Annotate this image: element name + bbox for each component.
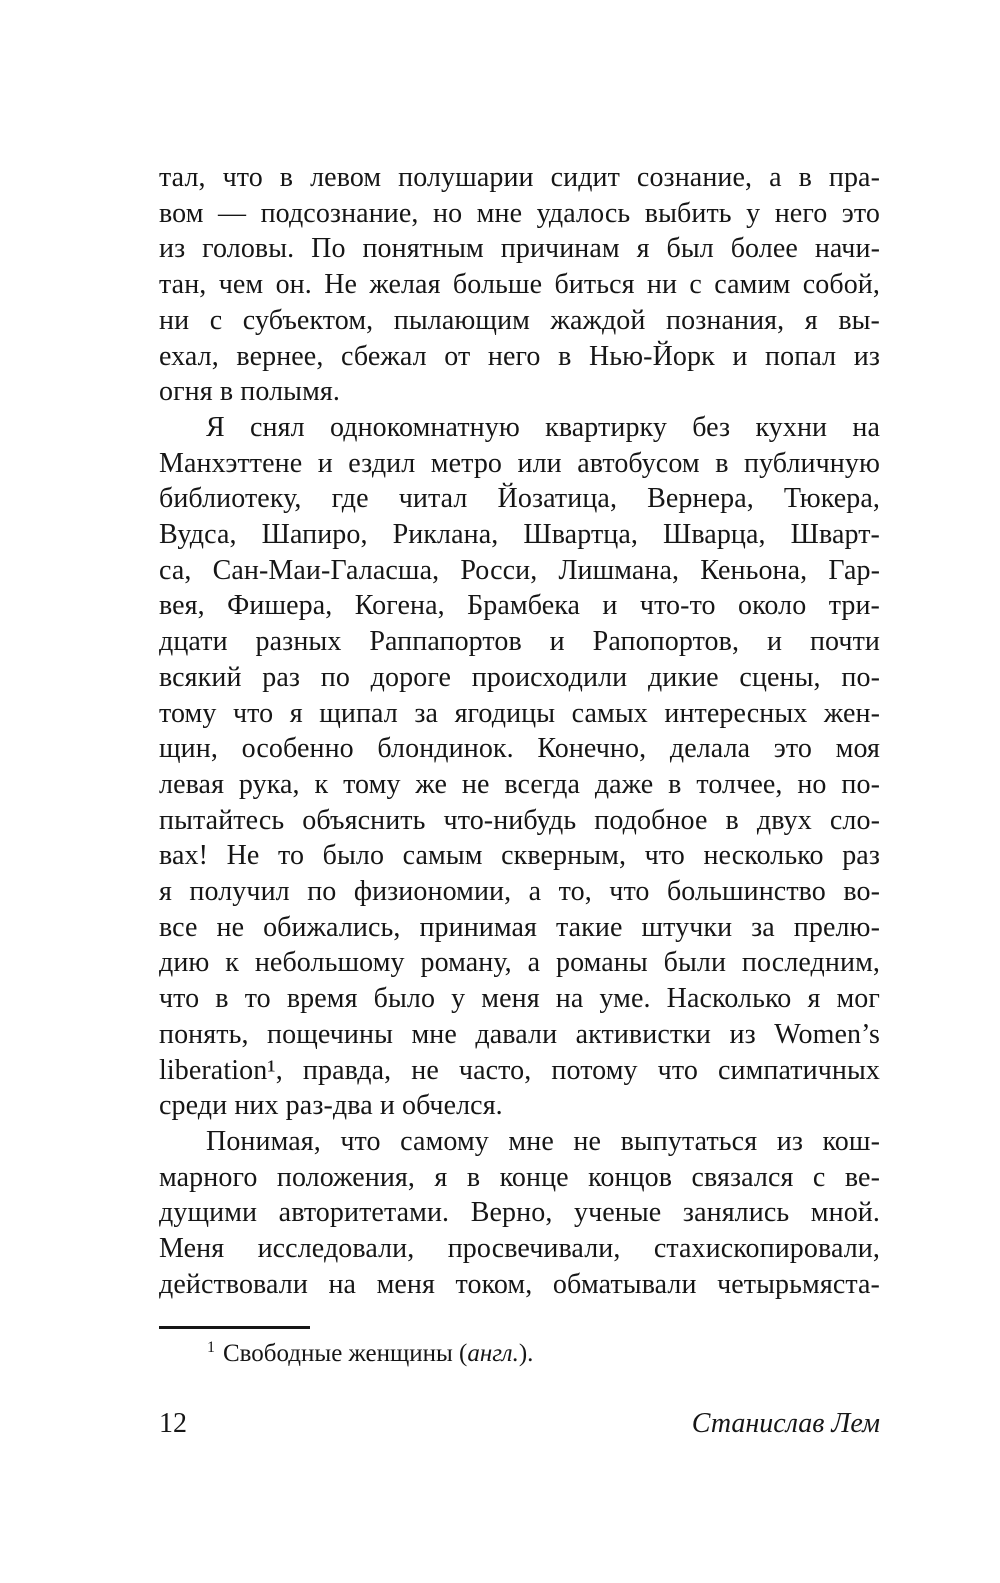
body-text [159,160,880,1303]
text-line: тан, чем он. Не желая больше биться ни с самим собой, [159,269,880,301]
page-number: 12 [159,1408,187,1439]
text-line: тому что я щипал за ягодицы самых интересных жен- [159,697,880,729]
text-line: понять, пощечины мне давали активистки из Women’s [159,1018,880,1050]
text-line: из головы. По понятным причинам я был более начи- [159,233,880,265]
text-line: Меня исследовали, просвечивали, стахископировали, [159,1233,880,1265]
footnote-text [159,1338,880,1370]
text-line: дцати разных Раппапортов и Рапопортов, и почти [159,626,880,658]
text-line: са, Сан-Маи-Галасша, Росси, Лишмана, Кеньона, Гар- [159,554,880,586]
paragraph [159,410,880,1124]
text-line: что в то время было у меня на уме. Насколько я мог [159,983,880,1015]
text-line: дию к небольшому роману, а романы были последним, [159,947,880,979]
text-line: огня в полымя. [159,376,340,408]
text-line: Я снял однокомнатную квартирку без кухни на [206,411,880,443]
footnote-body-end: ). [518,1340,534,1367]
footnote-marker: 1 [207,1338,215,1356]
text-line: тал, что в левом полушарии сидит сознание, а в пра- [159,162,880,193]
text-line: вея, Фишера, Когена, Брамбека и что-то около три- [159,590,880,622]
text-line: среди них раз-два и обчелся. [159,1090,503,1122]
text-line: Вудса, Шапиро, Риклана, Швартца, Шварца, Шварт- [159,519,880,551]
text-line: библиотеку, где читал Йозатица, Вернера, Тюкера, [159,483,880,515]
footnote [159,1326,880,1370]
text-line: ни с субъектом, пылающим жаждой познания, я вы- [159,304,880,336]
text-line: я получил по физиономии, а то, что большинство во- [159,876,880,908]
text-line: Понимая, что самому мне не выпутаться из кош- [206,1125,880,1157]
text-line: левая рука, к тому же не всегда даже в толчее, но по- [159,768,880,800]
author-name: Станислав Лем [691,1408,880,1439]
text-line: пытайтесь объяснить что-нибудь подобное в двух сло- [159,804,880,836]
text-line: ехал, вернее, сбежал от него в Нью-Йорк и попал из [159,340,880,372]
text-line: Манхэттене и ездил метро или автобусом в публичную [159,447,880,479]
text-line: всякий раз по дороге происходили дикие сцены, по- [159,661,880,693]
text-line: щин, особенно блондинок. Конечно, делала это моя [159,733,880,765]
footnote-language-label: англ. [467,1340,519,1367]
text-line: вах! Не то было самым скверным, что несколько раз [159,840,880,872]
paragraph [159,160,880,410]
text-line: марного положения, я в конце концов связался с ве- [159,1161,880,1193]
text-line: действовали на меня током, обматывали четырьмяста- [159,1268,880,1300]
paragraph [159,1124,880,1303]
text-line: вом — подсознание, но мне удалось выбить у него это [159,197,880,229]
page-footer [159,1407,880,1441]
text-line: дущими авторитетами. Верно, ученые занялись мной. [159,1197,880,1229]
footnote-divider [159,1326,310,1329]
text-line: liberation¹, правда, не часто, потому что симпатичных [159,1054,880,1086]
footnote-body: Свободные женщины ( [223,1340,468,1367]
text-line: все не обижались, принимая такие штучки за прелю- [159,911,880,943]
